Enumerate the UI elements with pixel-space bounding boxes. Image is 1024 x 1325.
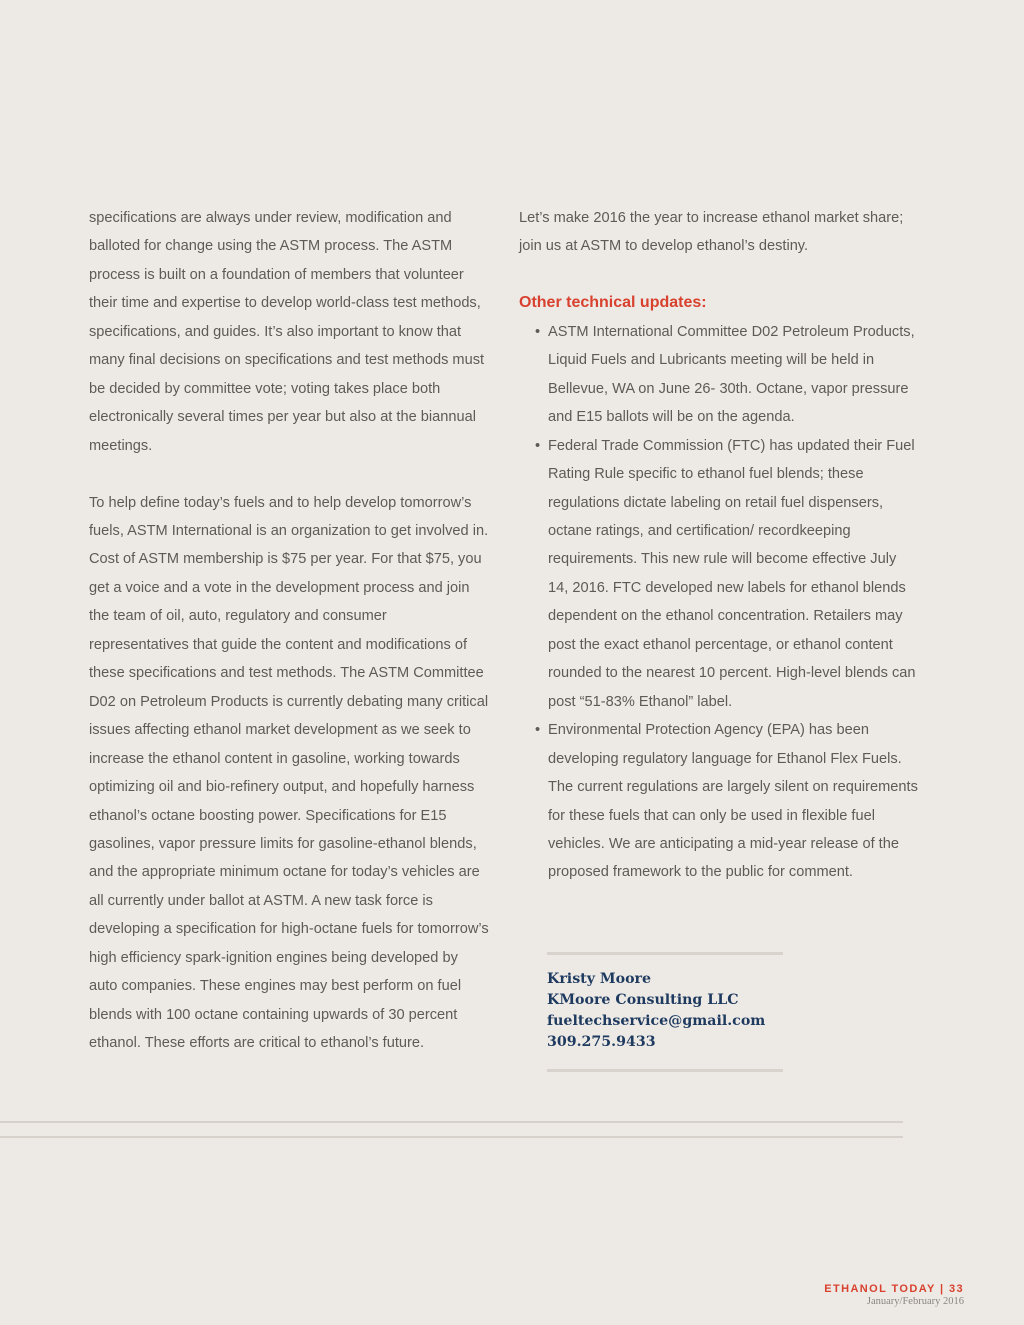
section-heading: Other technical updates: (519, 294, 707, 312)
article-right-column (519, 204, 919, 887)
author-company: KMoore Consulting LLC (547, 992, 739, 1008)
page-footer (824, 1282, 964, 1308)
paragraph-spacer (519, 261, 919, 289)
author-phone: 309.275.9433 (547, 1034, 656, 1050)
author-name: Kristy Moore (547, 971, 652, 987)
author-byline (547, 969, 807, 1053)
article-intro-paragraph: Let’s make 2016 the year to increase ethanol market share; join us at ASTM to develop ethanol’s destiny. (519, 210, 904, 255)
article-paragraph: specifications are always under review, modification and balloted for change using the ASTM process. The ASTM process is built on a foundation of members that volunteer their time and expertise to develop world-class test methods, specifications, and guides. It’s also important to know that many final decisions on specifications and test methods must be decided by committee vote; voting takes place both electronically several times per year but also at the biannual meetings. (89, 210, 485, 454)
page-divider-rule (0, 1121, 903, 1123)
byline-bottom-rule (547, 1069, 783, 1072)
author-email[interactable]: fueltechservice@gmail.com (547, 1013, 766, 1029)
article-paragraph: To help define today’s fuels and to help develop tomorrow’s fuels, ASTM International is an organization to get involved in. Cost of ASTM membership is $75 per year. For that $75, you get a voice and a vote in the development process and join the team of oil, auto, regulatory and consumer representatives that guide the content and modifications of these specifications and test methods. The ASTM Committee D02 on Petroleum Products is currently debating many critical issues affecting ethanol market development as we seek to increase the ethanol content in gasoline, working towards optimizing oil and bio-refinery output, and hopefully harness ethanol’s octane boosting power. Specifications for E15 gasolines, vapor pressure limits for gasoline-ethanol blends, and the appropriate minimum octane for today’s vehicles are all currently under ballot at ASTM. A new task force is developing a specification for high-octane fuels for tomorrow’s high efficiency spark-ignition engines being developed by auto companies. These engines may best perform on fuel blends with 100 octane containing upwards of 30 percent ethanol. These efforts are critical to ethanol’s future. (89, 494, 489, 1052)
byline-top-rule (547, 952, 783, 955)
list-item: • Federal Trade Commission (FTC) has updated their Fuel Rating Rule specific to ethanol fuel blends; these regulations dictate labeling on retail fuel dispensers, octane ratings, and certification/ recordkeeping requirements. This new rule will become effective July 14, 2016. FTC developed new labels for ethanol blends dependent on the ethanol concentration. Retailers may post the exact ethanol percentage, or ethanol content rounded to the nearest 10 percent. High-level blends can post “51-83% Ethanol” label. (519, 432, 919, 717)
list-item: • ASTM International Committee D02 Petroleum Products, Liquid Fuels and Lubricants meeting will be held in Bellevue, WA on June 26- 30th. Octane, vapor pressure and E15 ballots will be on the agenda. (519, 318, 919, 432)
article-left-column (89, 204, 489, 1058)
technical-updates-list (519, 318, 919, 887)
paragraph-spacer (89, 460, 489, 488)
issue-date: January/February 2016 (866, 1296, 964, 1307)
list-item: • Environmental Protection Agency (EPA) has been developing regulatory language for Ethanol Flex Fuels. The current regulations are largely silent on requirements for these fuels that can only be used in flexible fuel vehicles. We are anticipating a mid-year release of the proposed framework to the public for comment. (519, 716, 919, 887)
magazine-page-number: ETHANOL TODAY | 33 (824, 1283, 964, 1295)
page-divider-rule (0, 1136, 903, 1138)
